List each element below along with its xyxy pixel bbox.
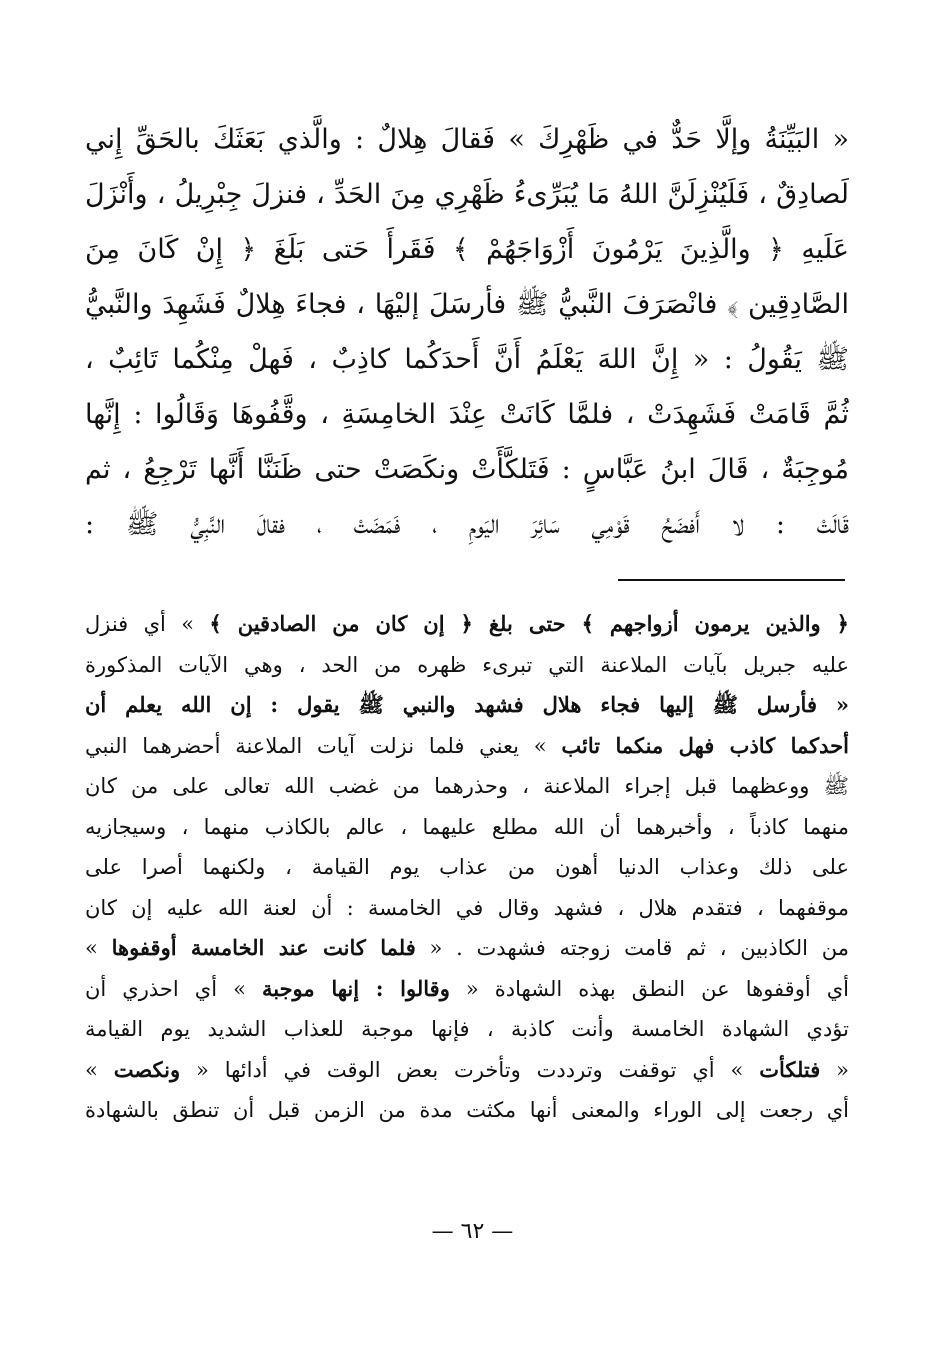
main-text-line: لَصادِقٌ ، فَلَيُنْزِلَنَّ اللهُ مَا يُبَرِّىءُ ظَهْرِي مِنَ الحَدِّ ، فنزلَ جِبْرِيلُ ، وأَنْزَلَ — [85, 179, 849, 210]
main-text-line: مُوجِبَةٌ ، قَالَ ابنُ عَبَّاسٍ : فَتَلكَّأَتْ ونكَصَتْ حتى ظَنَنَّا أَنَّها تَرْجِعُ ، ثم — [85, 454, 849, 485]
footnote-line: تؤدي الشهادة الخامسة وأنت كاذبة ، فإنها موجبة للعذاب الشديد يوم القيامة — [85, 1017, 849, 1041]
footnote-line: « فتلكأت » أي توقفت وترددت وتأخرت بعض الوقت في أدائها « ونكصت » — [85, 1056, 849, 1082]
main-text-line: ثُمَّ قَامَتْ فَشَهِدَتْ ، فلمَّا كَانَتْ عِنْدَ الخامِسَةِ ، وقَّفُوهَا وَقَالُوا : إِنَّها — [85, 399, 849, 430]
main-text-line: الصَّادِقِين ﴾ فانْصَرَفَ النَّبيُّ ﷺ فأرسَلَ إليْهَا ، فجاءَ هِلالٌ فَشَهِدَ والنَّبيُّ — [85, 289, 849, 320]
footnote-line: أي أوقفوها عن النطق بهذه الشهادة « وقالوا : إنها موجبة » أي احذري أن — [85, 975, 849, 1001]
footnote-line: أي رجعت إلى الوراء والمعنى أنها مكثت مدة من الزمن قبل أن تنطق بالشهادة — [85, 1098, 849, 1122]
footnote-line: عليه جبريل بآيات الملاعنة التي تبرىء ظهره من الحد ، وهي الآيات المذكورة — [85, 652, 849, 677]
footnote-line: ﷺ ووعظهما قبل إجراء الملاعنة ، وحذرهما من غضب الله تعالى على من كان — [85, 774, 849, 798]
footnote-line: من الكاذبين ، ثم قامت زوجته فشهدت . « فلما كانت عند الخامسة أوقفوها » — [85, 935, 849, 960]
footnote-line: أحدكما كاذب فهل منكما تائب » يعني فلما نزلت آيات الملاعنة أحضرهما النبي — [85, 732, 849, 758]
footnote-divider — [618, 579, 845, 581]
footnote-commentary — [85, 604, 849, 1131]
main-text-line: عَلَيهِ ﴿ والَّذِينَ يَرْمُونَ أَزْوَاجَهُمْ ﴾ فَقَرأَ حَتى بَلَغَ ﴿ إِنْ كَانَ مِنَ — [85, 234, 849, 265]
footnote-line: على ذلك وعذاب الدنيا أهون من عذاب يوم القيامة ، ولكنهما أصرا على — [85, 855, 849, 879]
footnote-line: منهما كاذباً ، وأخبرهما أن الله مطلع عليهما ، عالم بالكاذب منهما ، وسيجازيه — [85, 814, 849, 839]
main-text-line: ﷺ يَقُولُ : « إِنَّ اللهَ يَعْلَمُ أَنَّ أَحدَكُما كاذِبٌ ، فَهلْ مِنْكُما تَائِبٌ ، — [85, 344, 849, 375]
page-number: — ٦٢ — — [431, 1219, 514, 1244]
main-text-line: « البَيِّنَةُ وإلَّا حَدٌّ في ظَهْرِكَ » فَقالَ هِلالٌ : والَّذي بَعَثَكَ بالحَقِّ إِني — [85, 124, 849, 155]
main-text — [85, 112, 849, 552]
main-text-line: قَالَتْ : لا أَفضَحُ قَوْمِي سَائِرَ اليَومِ ، فَمَضَتْ ، فقالَ النَّبِيُّ ﷺ : — [85, 509, 849, 540]
footnote-line: موقفهما ، فتقدم هلال ، فشهد وقال في الخامسة : أن لعنة الله عليه إن كان — [85, 895, 849, 920]
footnote-line: « فأرسل ﷺ إليها فجاء هلال فشهد والنبي ﷺ يقول : إن الله يعلم أن — [85, 692, 849, 717]
footnote-line: ﴿ والذين يرمون أزواجهم ﴾ حتى بلغ ﴿ إن كان من الصادقين ﴾ » أي فنزل — [85, 611, 849, 636]
